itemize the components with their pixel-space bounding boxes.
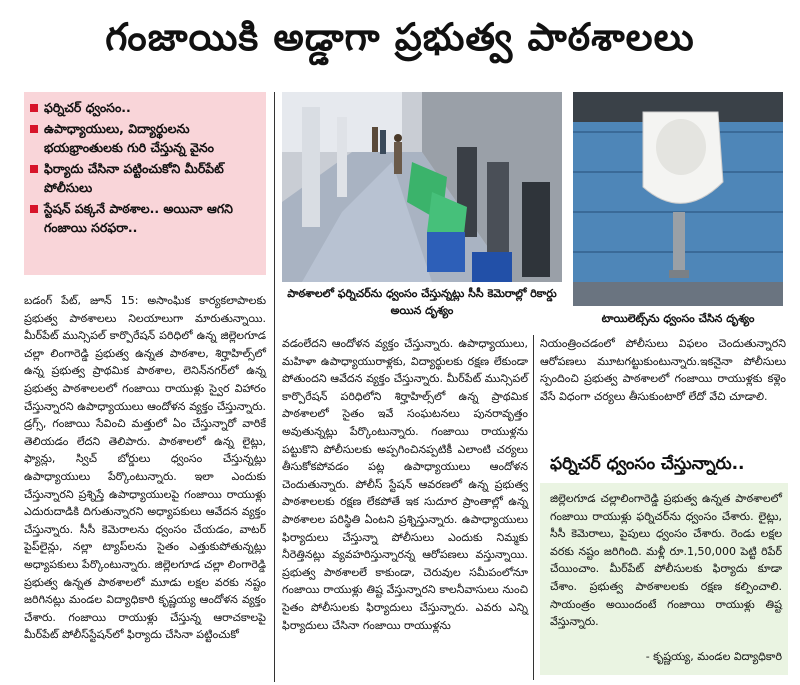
bullet-icon xyxy=(30,165,38,173)
highlight-text: స్టేషన్ పక్కనే పాఠశాల.. అయినా ఆగని గంజాయి సరఫరా.. xyxy=(44,201,233,235)
article-column-2: వడంలేదని ఆందోళన వ్యక్తం చేస్తున్నారు. ఉపాధ్యాయులు, మహిళా ఉపాధ్యాయురాళ్లకు, విద్యార్థులకు రక్షణ లేకుండా పోతుందని ఆవేదన వ్యక్తం చేస్తున్నారు. మీర్‌పేట్ మున్సిపల్ కార్పొరేషన్ పరిధిలోని శిర్హాహిల్స్‌లో ఉన్న ప్రాథమిక పాఠశాలలో సైతం ఇవే సంఘటనలు పునరావృత్తం అవుతున్నట్లు పేర్కొంటున్నారు. గంజాయి రాయుళ్లను పట్టుకొని పోలీసులకు అప్పగించినప్పటికీ ఎలాంటి చర్యలు తీసుకోకపోవడం పట్ల ఉపాధ్యాయులు ఆందోళన చెందుతున్నారు. పోలీస్ స్టేషన్ ఆవరణలో ఉన్న ప్రభుత్వ పాఠశాలలకు రక్షణ లేకపోతే ఇక సుదూర ప్రాంతాల్లో ఉన్న పాఠశాలల పరిస్థితి ఏంటని ప్రశ్నిస్తున్నారు. ఉపాధ్యాయులు ఫిర్యాదులు చేస్తున్నా పోలీసులు ఎందుకు నిమ్మకు నీరెత్తినట్లు వ్యవహరిస్తున్నారన్న ఆరోపణలు వస్తున్నాయి. ప్రభుత్వ పాఠశాలలే కాకుండా, చెరువుల సమీపంలోనూ గంజాయి రాయుళ్లు తిష్ట వేస్తున్నారని కాలనీవాసులు నుంచి సైతం పోలీసులకు ఫిర్యాదులు చేస్తున్నారు. ఎవరు ఎన్ని ఫిర్యాదులు చేసినా గంజాయి రాయుళ్లను xyxy=(282,337,528,632)
headline: గంజాయికి అడ్డాగా ప్రభుత్వ పాఠశాలలు xyxy=(105,15,695,59)
highlight-item xyxy=(30,98,260,117)
highlight-text: ఫిర్యాదు చేసినా పట్టించుకోని మీర్‌పేట్ పోలీసులు xyxy=(44,161,224,195)
highlight-text: ఫర్నిచర్ ధ్వంసం.. xyxy=(44,100,131,115)
article-column-1: బడంగ్ పేట్, జూన్ 15: అసాంఘిక కార్యకలాపాలకు ప్రభుత్వ పాఠశాలలు నిలయాలుగా మారుతున్నాయి. మీర్‌పేట్ మున్సిపల్ కార్పొరేషన్ పరిధిలో ఉన్న జిల్లెలగూడ చల్లా లింగారెడ్డి ప్రభుత్వ ఉన్నత పాఠశాల, శిర్హాహిల్స్‌లో ఉన్న ప్రభుత్వ ప్రాథమిక పాఠశాల, లెనిన్‌నగర్‌లో ఉన్న ప్రభుత్వ పాఠశాలలలో గంజాయి రాయుళ్లు స్వైర విహారం చేస్తున్నారని ఉపాధ్యాయులు ఆందోళన వ్యక్తం చేస్తున్నారు. డ్రగ్స్, గంజాయి సేవించి మత్తులో ఏం చేస్తున్నారో వారికే తెలియడం లేదని తెలిపారు. పాఠశాలలో ఉన్న లైట్లు, ఫ్యాన్లు, స్విచ్ బోర్డులు ధ్వంసం చేస్తున్నట్లు ఉపాధ్యాయులు పేర్కొంటున్నారు. ఇలా ఎందుకు చేస్తున్నారని ప్రశ్నిస్తే ఉపాధ్యాయులపై గంజాయి రాయుళ్లు ఎదురుదాడికి దిగుతున్నారని అధ్యాపకులు ఆవేదన వ్యక్తం చేస్తున్నారు. సీసీ కెమెరాలను ధ్వంసం చేయడం, వాటర్ పైప్‌లైన్లు, నల్లా ట్యాప్‌లను సైతం ఎత్తుకుపోతున్నట్లు అధ్యాపకులు పేర్కొంటున్నారు. జిల్లెలగూడ చల్లా లింగారెడ్డి ప్రభుత్వ ఉన్నత పాఠశాలలో మూడు లక్షల వరకు నష్టం జరిగినట్లు మండల విద్యాధికారి కృష్ణయ్య ఆందోళన వ్యక్తం చేశారు. గంజాయి రాయుళ్లు చేస్తున్న ఆరాచకాలపై మీర్‌పేట్ పోలీస్‌స్టేషన్‌లో ఫిర్యాదు చేసినా పట్టించుకో xyxy=(24,294,266,642)
highlights-box xyxy=(24,92,266,275)
bullet-icon xyxy=(30,125,38,133)
cctv-photo-image xyxy=(282,92,562,282)
highlight-item xyxy=(30,159,260,197)
article-column-3: నియంత్రించడంలో పోలీసులు విఫలం చెందుతున్నారని ఆరోపణలు మూటగట్టుకుంటున్నారు.ఇకనైనా పోలీసులు స్పందించి ప్రభుత్వ పాఠశాలలో గంజాయి రాయుళ్లకు కళ్లెం వేసే విధంగా చర్యలు తీసుకుంటారో లేదో వేచి చూడాలి. xyxy=(540,337,786,403)
toilet-photo-image xyxy=(573,92,783,306)
bullet-icon xyxy=(30,104,38,112)
bullet-icon xyxy=(30,205,38,213)
photo2-caption: టాయిలెట్స్‌ను ధ్వంసం చేసిన దృశ్యం xyxy=(601,312,755,325)
highlight-item xyxy=(30,199,260,237)
quote-box-text: జిల్లెలగూడ చల్లాలింగారెడ్డి ప్రభుత్వ ఉన్నత పాఠశాలలో గంజాయి రాయుళ్లు ఫర్నిచర్‌ను ధ్వంసం చేశారు. లైట్లు, సీసీ కెమెరాలు, పైపులు ధ్వంసం చేశారు. రెండు లక్షల వరకు నష్టం జరిగింది. మళ్లీ రూ.1,50,000 పెట్టి రిపేర్ చేయించాం. మీర్‌పేట్ పోలీసులకు ఫిర్యాదు కూడా చేశాం. ప్రభుత్వ పాఠశాలలకు రక్షణ కల్పించాలి. సాయంత్రం అయిందంటే గంజాయి రాయుళ్లు తిష్ట వేస్తున్నారు. xyxy=(550,492,782,629)
column-divider xyxy=(533,335,534,680)
photo1-caption: పాఠశాలలో ఫర్నిచర్‌ను ధ్వంసం చేస్తున్నట్లు సీసీ కెమెరాల్లో రికార్డు అయిన దృశ్యం xyxy=(287,287,557,317)
toilet-photo xyxy=(573,92,783,306)
highlight-text: ఉపాధ్యాయులు, విద్యార్థులను భయభ్రాంతులకు గురి చేస్తున్న వైనం xyxy=(44,121,214,155)
highlight-item xyxy=(30,119,260,157)
quote-box-title: ఫర్నిచర్ ధ్వంసం చేస్తున్నారు.. xyxy=(540,445,788,483)
quote-box-signature: - కృష్ణయ్య, మండల విద్యాధికారి xyxy=(645,650,782,663)
cctv-photo xyxy=(282,92,562,282)
column-divider xyxy=(274,92,275,682)
